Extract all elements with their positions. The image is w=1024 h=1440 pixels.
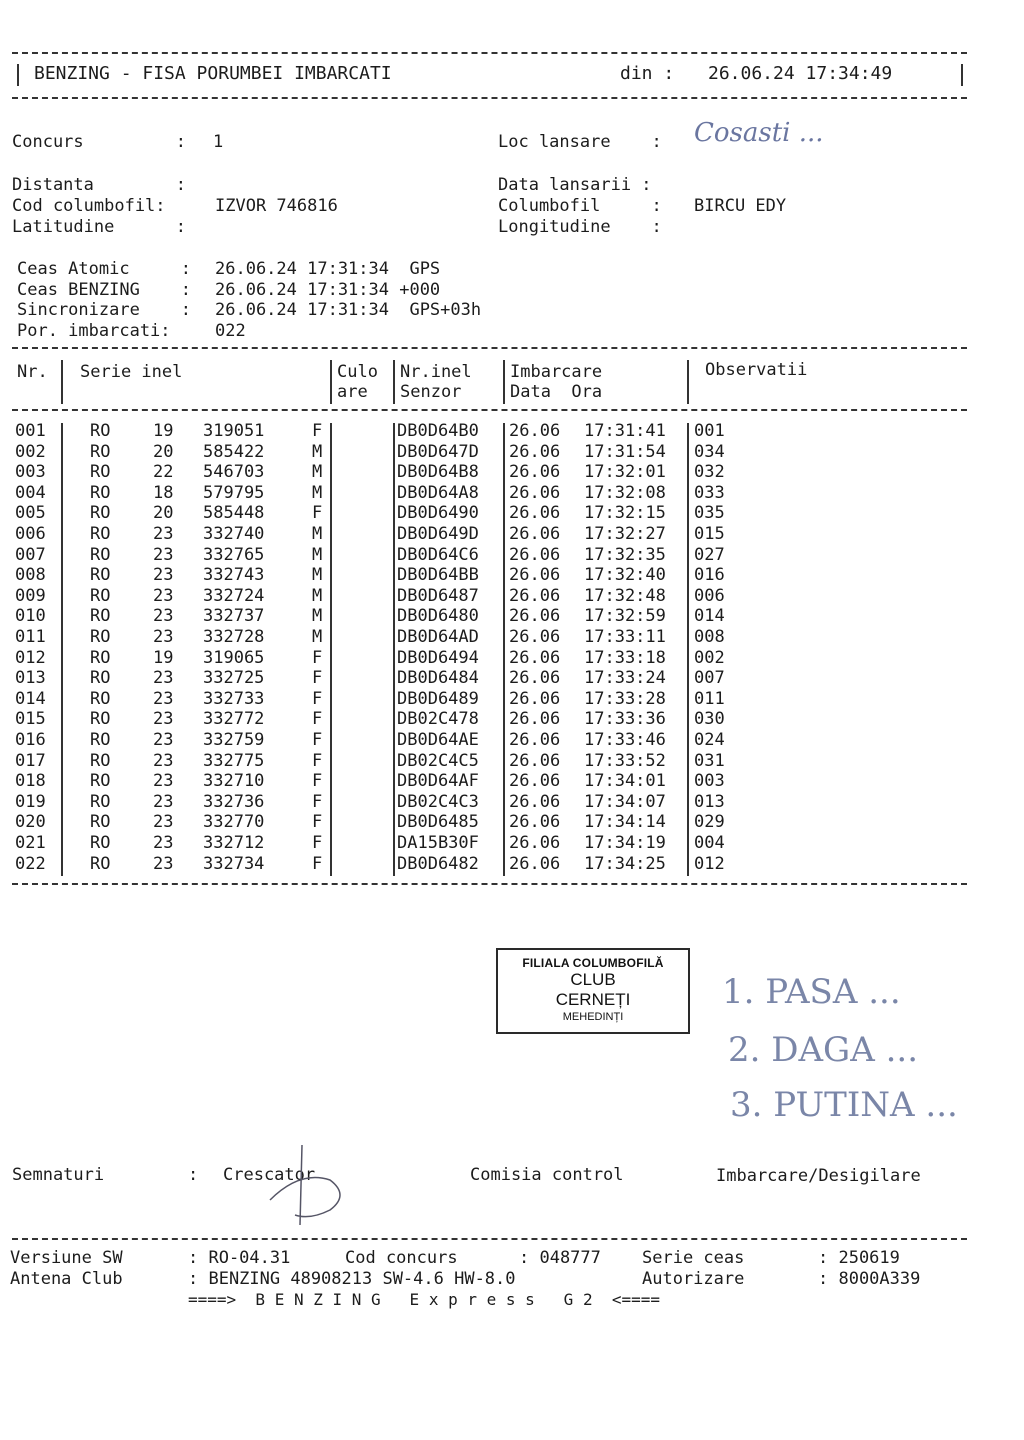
cell-ora: 17:31:41 [584,421,666,441]
cell-obs: 013 [694,791,725,812]
col-header-data-ora: Data Ora [510,382,603,402]
table-row [0,668,1024,689]
cell-data: 26.06 [509,750,561,771]
cell-an: 20 [153,503,174,524]
cell-sex: F [312,730,323,750]
sincronizare-value: 26.06.24 17:31:34 GPS+03h [215,300,482,320]
cell-senzor: DB0D64A8 [397,482,479,503]
cell-obs: 004 [694,833,725,853]
body-divider-5 [687,423,689,876]
cell-obs: 003 [694,771,725,792]
cell-nr: 020 [15,812,46,833]
table-row [0,442,1024,463]
cell-sex: F [312,688,323,709]
table-row [0,730,1024,751]
cell-senzor: DB0D64B8 [397,462,479,483]
cell-nr: 019 [15,791,46,812]
cell-sex: F [312,791,323,812]
cell-sex: M [312,606,323,627]
cell-an: 23 [153,524,174,544]
cell-ora: 17:32:01 [584,462,666,483]
cell-obs: 032 [694,462,725,483]
cell-tara: RO [90,668,111,689]
cell-an: 23 [153,812,174,833]
body-divider-3 [393,423,395,876]
header-divider-2 [330,360,332,404]
porumbei-imbarcati-label: Por. imbarcati: [17,321,171,341]
cell-data: 26.06 [509,730,561,750]
table-row [0,648,1024,669]
footer-rule [12,1238,967,1240]
table-row [0,565,1024,586]
cell-ora: 17:34:19 [584,833,666,853]
table-row [0,586,1024,607]
table-row [0,854,1024,875]
cell-sex: M [312,585,323,606]
cell-data: 26.06 [509,565,561,586]
cell-senzor: DB0D6482 [397,853,479,874]
club-stamp [496,948,690,1034]
cell-an: 23 [153,750,174,771]
cell-sex: M [312,565,323,586]
cell-tara: RO [90,462,111,483]
cell-nr: 003 [15,462,46,483]
longitudine-label: Longitudine : [498,217,662,237]
cell-data: 26.06 [509,771,561,792]
versiune-label: Versiune SW [10,1248,123,1268]
cell-nr: 013 [15,668,46,689]
header-top-rule [12,52,967,54]
cell-nr: 004 [15,482,46,503]
table-row [0,812,1024,833]
col-header-nr: Nr. [17,362,48,382]
body-divider-1 [61,423,63,876]
cell-nr: 002 [15,441,46,462]
distanta-label: Distanta : [12,175,186,195]
cell-senzor: DB0D64BB [397,565,479,586]
cell-senzor: DB0D6489 [397,688,479,709]
table-row [0,503,1024,524]
cell-data: 26.06 [509,668,561,689]
print-date-value: 26.06.24 17:34:49 [708,63,893,84]
cell-an: 23 [153,709,174,730]
ceas-atomic-value: 26.06.24 17:31:34 GPS [215,259,441,279]
cell-senzor: DB02C4C5 [397,750,479,771]
cell-data: 26.06 [509,421,561,441]
cell-an: 23 [153,853,174,874]
cell-inel: 332733 [203,688,265,709]
cell-an: 23 [153,668,174,689]
table-row [0,462,1024,483]
cell-tara: RO [90,771,111,792]
cell-ora: 17:33:18 [584,647,666,668]
table-row [0,606,1024,627]
table-row [0,833,1024,854]
cell-nr: 010 [15,606,46,627]
cell-tara: RO [90,524,111,544]
cell-data: 26.06 [509,647,561,668]
cell-data: 26.06 [509,503,561,524]
cell-senzor: DB0D6485 [397,812,479,833]
table-bottom-rule [12,883,967,885]
cell-inel: 332775 [203,750,265,771]
cell-an: 23 [153,585,174,606]
cell-nr: 007 [15,544,46,565]
cell-inel: 332737 [203,606,265,627]
cell-ora: 17:32:15 [584,503,666,524]
cell-tara: RO [90,565,111,586]
col-header-senzor: Senzor [400,382,462,402]
cell-ora: 17:32:08 [584,482,666,503]
cell-nr: 018 [15,771,46,792]
cell-an: 18 [153,482,174,503]
cell-sex: F [312,421,323,441]
cell-data: 26.06 [509,585,561,606]
header-right-bar [961,64,963,86]
latitudine-label: Latitudine : [12,217,186,237]
cell-data: 26.06 [509,688,561,709]
cell-an: 23 [153,606,174,627]
header-divider-5 [687,360,689,404]
cell-ora: 17:34:14 [584,812,666,833]
cell-ora: 17:33:36 [584,709,666,730]
cell-sex: F [312,812,323,833]
cell-ora: 17:33:11 [584,627,666,647]
cell-inel: 332772 [203,709,265,730]
cell-data: 26.06 [509,627,561,647]
cell-inel: 585448 [203,503,265,524]
col-header-are: are [337,382,368,402]
header-bottom-rule [12,97,967,99]
cell-ora: 17:33:28 [584,688,666,709]
cell-senzor: DB02C4C3 [397,791,479,812]
antena-value: : BENZING 48908213 SW-4.6 HW-8.0 [188,1269,516,1289]
versiune-value: : RO-04.31 [188,1248,291,1268]
cell-data: 26.06 [509,853,561,874]
body-divider-4 [503,423,505,876]
cell-obs: 008 [694,627,725,647]
cod-concurs-value: : 048777 [519,1248,601,1268]
cell-data: 26.06 [509,812,561,833]
cell-obs: 027 [694,544,725,565]
print-date-label: din : [620,63,675,84]
cell-inel: 332728 [203,627,265,647]
cell-ora: 17:32:48 [584,585,666,606]
cell-ora: 17:32:40 [584,565,666,586]
stamp-line-2: CLUB [570,970,616,989]
cell-obs: 024 [694,730,725,750]
handwritten-note-2: 2. DAGA ... [728,1030,919,1070]
cell-obs: 015 [694,524,725,544]
cell-ora: 17:33:52 [584,750,666,771]
cell-an: 23 [153,833,174,853]
cell-ora: 17:34:25 [584,853,666,874]
document-title: BENZING - FISA PORUMBEI IMBARCATI [34,63,392,84]
cell-senzor: DA15B30F [397,833,479,853]
cell-data: 26.06 [509,833,561,853]
cell-senzor: DB0D64AD [397,627,479,647]
cell-data: 26.06 [509,524,561,544]
table-body [0,421,1024,876]
cell-nr: 017 [15,750,46,771]
cell-tara: RO [90,647,111,668]
cell-tara: RO [90,853,111,874]
cell-inel: 332743 [203,565,265,586]
cell-obs: 033 [694,482,725,503]
cell-inel: 319051 [203,421,265,441]
cell-ora: 17:32:27 [584,524,666,544]
cell-an: 19 [153,647,174,668]
sincronizare-label: Sincronizare : [17,300,191,320]
table-row [0,751,1024,772]
cell-inel: 332710 [203,771,265,792]
col-header-serie: Serie inel [80,362,183,382]
cell-senzor: DB0D6480 [397,606,479,627]
cell-inel: 332765 [203,544,265,565]
cell-data: 26.06 [509,462,561,483]
cell-nr: 012 [15,647,46,668]
ceas-benzing-value: 26.06.24 17:31:34 +000 [215,280,441,300]
cell-an: 20 [153,441,174,462]
cell-inel: 319065 [203,647,265,668]
signature-crescator: Crescator [223,1165,316,1185]
cell-sex: M [312,482,323,503]
cell-obs: 014 [694,606,725,627]
cell-an: 23 [153,771,174,792]
cell-obs: 030 [694,709,725,730]
table-row [0,524,1024,545]
cell-tara: RO [90,833,111,853]
serie-ceas-value: : 250619 [818,1248,900,1268]
cell-inel: 332712 [203,833,265,853]
serie-ceas-label: Serie ceas [642,1248,745,1268]
cell-tara: RO [90,544,111,565]
cell-ora: 17:33:24 [584,668,666,689]
cell-ora: 17:33:46 [584,730,666,750]
cell-obs: 031 [694,750,725,771]
cell-tara: RO [90,606,111,627]
cell-tara: RO [90,812,111,833]
cell-nr: 008 [15,565,46,586]
cell-data: 26.06 [509,791,561,812]
cell-ora: 17:34:07 [584,791,666,812]
cell-obs: 034 [694,441,725,462]
concurs-value: 1 [213,132,224,152]
cell-ora: 17:32:35 [584,544,666,565]
handwritten-note-3: 3. PUTINA ... [730,1085,958,1125]
cell-nr: 009 [15,585,46,606]
cell-an: 23 [153,565,174,586]
col-header-imbarcare: Imbarcare [510,362,603,382]
header-divider-1 [61,360,63,404]
table-row [0,627,1024,648]
cell-senzor: DB0D6487 [397,585,479,606]
col-header-nrinel: Nr.inel [400,362,472,382]
cell-inel: 332759 [203,730,265,750]
table-row [0,709,1024,730]
loc-lansare-label: Loc lansare : [498,132,662,152]
cell-data: 26.06 [509,709,561,730]
data-lansarii-label: Data lansarii : [498,175,652,195]
autorizare-label: Autorizare [642,1269,745,1289]
table-row [0,545,1024,566]
ceas-benzing-label: Ceas BENZING : [17,280,191,300]
cell-sex: F [312,503,323,524]
cell-sex: F [312,771,323,792]
cell-obs: 035 [694,503,725,524]
cod-columbofil-label: Cod columbofil: [12,196,166,216]
cell-obs: 001 [694,421,725,441]
cell-tara: RO [90,709,111,730]
cell-obs: 006 [694,585,725,606]
cell-an: 23 [153,730,174,750]
cell-ora: 17:34:01 [584,771,666,792]
columbofil-value: BIRCU EDY [694,196,787,216]
semnaturi-colon: : [188,1165,199,1185]
table-row [0,792,1024,813]
cod-concurs-label: Cod concurs [345,1248,458,1268]
signature-comisia: Comisia control [470,1165,624,1185]
cell-nr: 005 [15,503,46,524]
cell-tara: RO [90,627,111,647]
cell-tara: RO [90,503,111,524]
cell-inel: 332740 [203,524,265,544]
cell-data: 26.06 [509,606,561,627]
cell-obs: 011 [694,688,725,709]
loc-lansare-value: Cosasti ... [694,118,824,148]
cell-nr: 014 [15,688,46,709]
cell-inel: 546703 [203,462,265,483]
cell-senzor: DB0D647D [397,441,479,462]
cell-an: 23 [153,688,174,709]
autorizare-value: : 8000A339 [818,1269,921,1289]
cell-sex: F [312,833,323,853]
cell-inel: 332725 [203,668,265,689]
cell-nr: 016 [15,730,46,750]
cell-inel: 332724 [203,585,265,606]
signature-imbarcare: Imbarcare/Desigilare [716,1166,921,1186]
cell-tara: RO [90,791,111,812]
cell-tara: RO [90,730,111,750]
cod-columbofil-value: IZVOR 746816 [215,196,338,216]
table-row [0,689,1024,710]
cell-sex: F [312,668,323,689]
cell-senzor: DB0D64B0 [397,421,479,441]
cell-senzor: DB0D6490 [397,503,479,524]
col-header-culo: Culo [337,362,378,382]
ceas-atomic-label: Ceas Atomic : [17,259,191,279]
cell-senzor: DB0D64C6 [397,544,479,565]
header-divider-4 [503,360,505,404]
cell-sex: F [312,853,323,874]
cell-nr: 006 [15,524,46,544]
table-top-rule [12,347,967,349]
cell-sex: M [312,441,323,462]
cell-inel: 585422 [203,441,265,462]
cell-senzor: DB02C478 [397,709,479,730]
concurs-label: Concurs : [12,132,186,152]
cell-senzor: DB0D6484 [397,668,479,689]
cell-an: 23 [153,791,174,812]
handwritten-note-1: 1. PASA ... [722,972,901,1012]
cell-obs: 002 [694,647,725,668]
cell-sex: F [312,750,323,771]
cell-nr: 001 [15,421,46,441]
cell-nr: 022 [15,853,46,874]
columbofil-label: Columbofil : [498,196,662,216]
cell-sex: M [312,524,323,544]
cell-tara: RO [90,482,111,503]
cell-ora: 17:31:54 [584,441,666,462]
cell-sex: M [312,627,323,647]
cell-senzor: DB0D6494 [397,647,479,668]
stamp-line-3: CERNEȚI [555,990,631,1009]
cell-inel: 332734 [203,853,265,874]
table-row [0,771,1024,792]
semnaturi-label: Semnaturi [12,1165,105,1185]
cell-tara: RO [90,421,111,441]
cell-senzor: DB0D64AF [397,771,479,792]
signature-scribble [240,1140,370,1230]
stamp-line-1: FILIALA COLUMBOFILĂ [522,956,664,970]
cell-obs: 012 [694,853,725,874]
cell-data: 26.06 [509,482,561,503]
cell-obs: 016 [694,565,725,586]
cell-sex: F [312,647,323,668]
cell-an: 23 [153,627,174,647]
cell-tara: RO [90,688,111,709]
cell-an: 22 [153,462,174,483]
porumbei-imbarcati-value: 022 [215,321,246,341]
table-row [0,483,1024,504]
benzing-banner: ====> B E N Z I N G E x p r e s s G 2 <==== [188,1290,661,1309]
cell-an: 19 [153,421,174,441]
cell-senzor: DB0D649D [397,524,479,544]
body-divider-2 [330,423,332,876]
cell-sex: M [312,544,323,565]
cell-ora: 17:32:59 [584,606,666,627]
cell-obs: 007 [694,668,725,689]
table-header-rule [12,409,967,411]
header-divider-3 [393,360,395,404]
cell-sex: M [312,462,323,483]
antena-label: Antena Club [10,1269,123,1289]
cell-obs: 029 [694,812,725,833]
cell-tara: RO [90,750,111,771]
cell-data: 26.06 [509,441,561,462]
header-left-bar [17,64,19,86]
cell-tara: RO [90,441,111,462]
cell-sex: F [312,709,323,730]
cell-nr: 021 [15,833,46,853]
stamp-line-4: MEHEDINȚI [562,1011,624,1023]
cell-inel: 579795 [203,482,265,503]
cell-senzor: DB0D64AE [397,730,479,750]
cell-an: 23 [153,544,174,565]
table-row [0,421,1024,442]
cell-nr: 011 [15,627,46,647]
cell-inel: 332736 [203,791,265,812]
cell-data: 26.06 [509,544,561,565]
col-header-observatii: Observatii [705,360,808,380]
cell-nr: 015 [15,709,46,730]
cell-inel: 332770 [203,812,265,833]
cell-tara: RO [90,585,111,606]
